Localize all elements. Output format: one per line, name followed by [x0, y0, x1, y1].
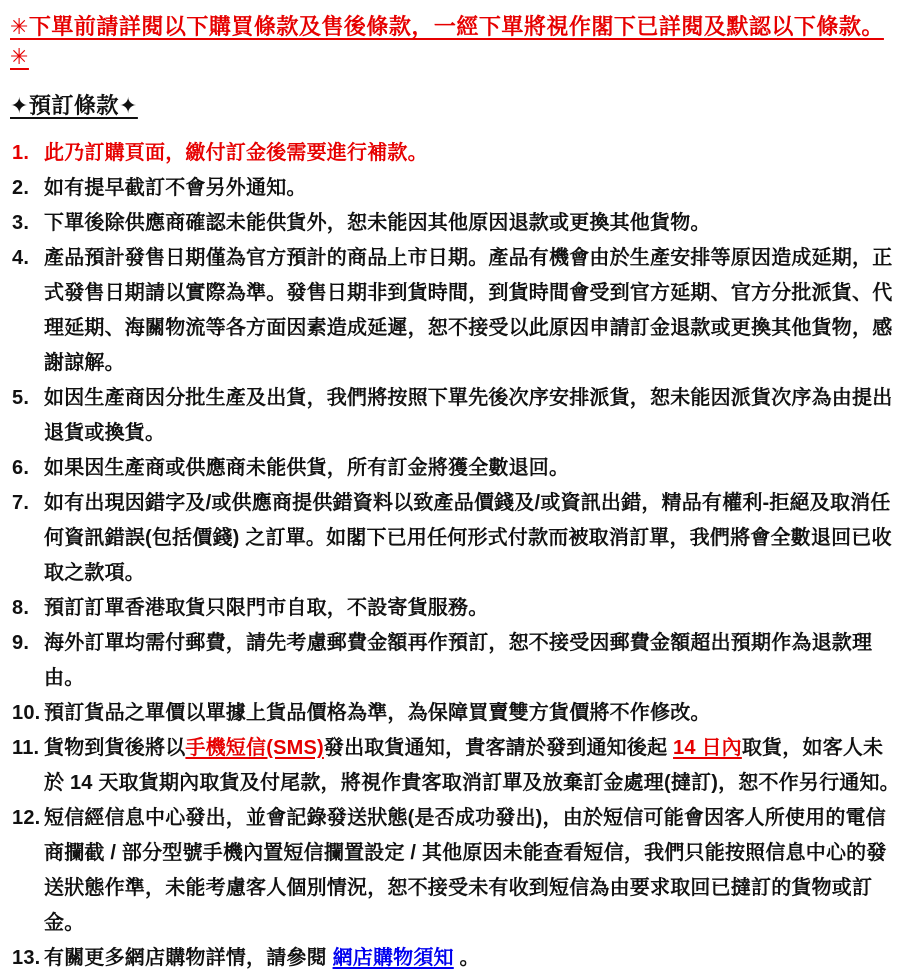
- term-number: 12.: [12, 807, 41, 829]
- term-text: [44, 737, 900, 794]
- term-text-segment: 預訂貨品之單價以單據上貨品價格為準，為保障買賣雙方貨價將不作修改。: [44, 702, 711, 724]
- term-item: [10, 381, 901, 451]
- term-text: [44, 492, 892, 584]
- term-number: 9.: [12, 632, 30, 654]
- term-item: [10, 206, 901, 241]
- term-text-segment: 如因生產商因分批生產及出貨，我們將按照下單先後次序安排派貨，恕未能因派貨次序為由提出退貨或換貨。: [44, 387, 893, 444]
- term-number: 6.: [12, 457, 30, 479]
- highlighted-text: 手機短信(SMS): [185, 737, 324, 759]
- term-text: [44, 247, 892, 374]
- term-text-segment: 預訂訂單香港取貨只限門市自取，不設寄貨服務。: [44, 597, 489, 619]
- term-text-segment: 如果因生產商或供應商未能供貨，所有訂金將獲全數退回。: [44, 457, 570, 479]
- term-number: 11.: [12, 737, 40, 759]
- term-item: [10, 171, 901, 206]
- pre-order-warning: ✳下單前請詳閱以下購買條款及售後條款，一經下單將視作閣下已詳閱及默認以下條款。✳: [10, 14, 884, 69]
- section-heading: ✦預訂條款✦: [10, 93, 138, 118]
- term-text: [44, 177, 307, 199]
- term-text-segment: 此乃訂購頁面，繳付訂金後需要進行補款。: [44, 142, 428, 164]
- term-text-segment: 海外訂單均需付郵費，請先考慮郵費金額再作預訂，恕不接受因郵費金額超出預期作為退款理由。: [44, 632, 873, 689]
- store-shopping-guide-link[interactable]: 網店購物須知: [332, 947, 454, 969]
- term-text-segment: 取貨，如客人未於 14 天取貨期內取貨及付尾款，將視作貴客取消訂單及放棄訂金處理(撻訂)，恕不作另行通知。: [44, 737, 900, 794]
- term-text-segment: 貨物到貨後將以: [44, 737, 186, 759]
- highlighted-text: 14 日內: [673, 737, 742, 759]
- term-text: [44, 457, 569, 479]
- term-item: [10, 136, 901, 171]
- term-text-segment: 有關更多網店購物詳情，請參閱: [44, 947, 333, 969]
- term-number: 4.: [12, 247, 30, 269]
- term-item: [10, 801, 901, 941]
- term-item: [10, 941, 901, 976]
- term-text-segment: 。: [453, 947, 480, 969]
- term-number: 5.: [12, 387, 30, 409]
- terms-list: [10, 136, 901, 976]
- term-text: [44, 142, 428, 164]
- term-text-segment: 下單後除供應商確認未能供貨外，恕未能因其他原因退款或更換其他貨物。: [44, 212, 711, 234]
- term-item: [10, 591, 901, 626]
- term-text-segment: 發出取貨通知，貴客請於發到通知後起: [323, 737, 674, 759]
- term-item: [10, 696, 901, 731]
- term-text-segment: 產品預計發售日期僅為官方預計的商品上市日期。產品有機會由於生產安排等原因造成延期，正式發售日期請以實際為準。發售日期非到貨時間，到貨時間會受到官方延期、官方分批派貨、代理延期、海關物流等各方面因素造成延遲，恕不接受以此原因申請訂金退款或更換其他貨物，感謝諒解。: [44, 247, 893, 374]
- term-text: [44, 947, 480, 969]
- term-text: [44, 387, 892, 444]
- term-number: 2.: [12, 177, 30, 199]
- term-item: [10, 731, 901, 801]
- term-text-segment: 如有提早截訂不會另外通知。: [44, 177, 307, 199]
- term-item: [10, 451, 901, 486]
- term-text: [44, 807, 887, 934]
- term-item: [10, 486, 901, 591]
- term-number: 1.: [12, 142, 30, 164]
- term-text: [44, 632, 872, 689]
- term-text: [44, 212, 711, 234]
- term-number: 13.: [12, 947, 41, 969]
- term-item: [10, 626, 901, 696]
- term-number: 10.: [12, 702, 41, 724]
- term-number: 7.: [12, 492, 30, 514]
- term-text-segment: 如有出現因錯字及/或供應商提供錯資料以致產品價錢及/或資訊出錯，精品有權利-拒絕及取消任何資訊錯誤(包括價錢) 之訂單。如閣下已用任何形式付款而被取消訂單，我們將會全數退回已收取之款項。: [44, 492, 892, 584]
- term-item: [10, 241, 901, 381]
- term-number: 3.: [12, 212, 30, 234]
- term-text: [44, 702, 711, 724]
- term-text-segment: 短信經信息中心發出，並會記錄發送狀態(是否成功發出)，由於短信可能會因客人所使用的電信商攔截 / 部分型號手機內置短信攔置設定 / 其他原因未能查看短信，我們只能按照信息中心的發送狀態作準，未能考慮客人個別情況，恕不接受未有收到短信為由要求取回已撻訂的貨物或訂金。: [44, 807, 887, 934]
- term-number: 8.: [12, 597, 30, 619]
- term-text: [44, 597, 488, 619]
